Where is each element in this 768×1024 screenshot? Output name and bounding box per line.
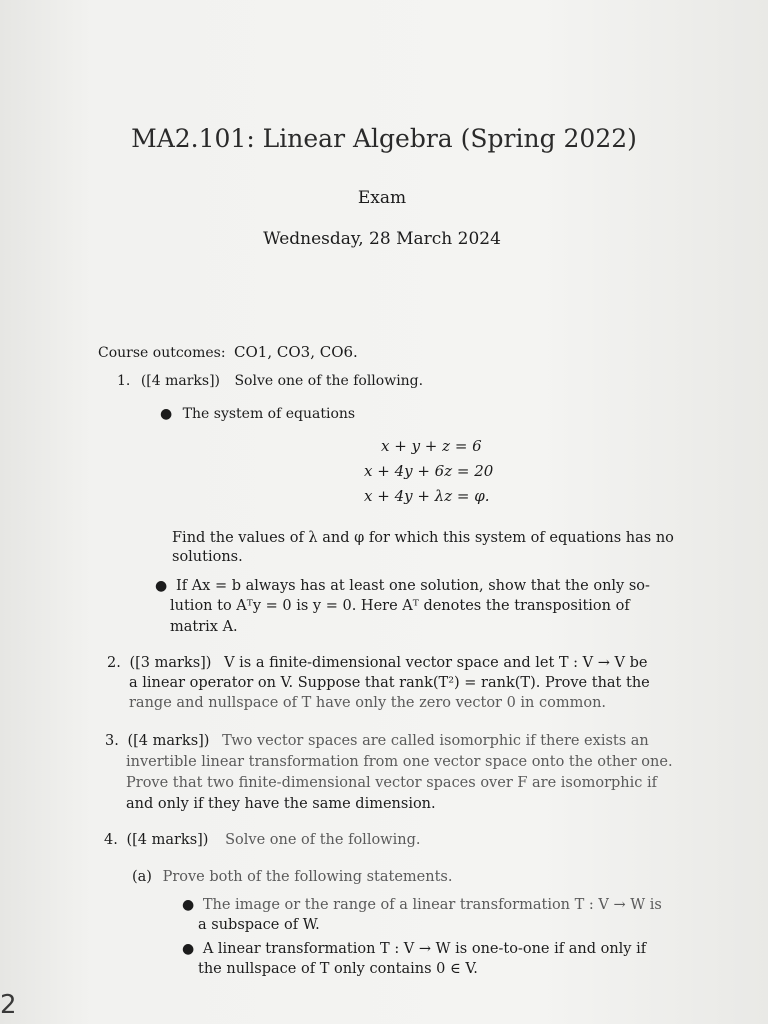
question-3	[105, 730, 649, 752]
question-4-header	[104, 829, 420, 851]
exam-date: Wednesday, 28 March 2024	[263, 229, 501, 249]
question-3-line: Two vector spaces are called isomorphic if there exists an	[222, 733, 649, 749]
question-3-line: invertible linear transformation from one vector space onto the other one.	[126, 754, 673, 770]
q4-item-line: a subspace of W.	[198, 917, 320, 933]
q1-option-2	[155, 574, 650, 597]
exam-title: MA2.101: Linear Algebra (Spring 2022)	[131, 124, 637, 153]
question-3-line: and only if they have the same dimension.	[126, 796, 436, 812]
question-instruction: Solve one of the following.	[234, 373, 424, 389]
equation-line: x + 4y + λz = φ.	[364, 487, 490, 505]
bullet-icon: ●	[182, 897, 195, 913]
q1-option-2-line: If Ax = b always has at least one solution, show that the only so-	[176, 578, 650, 594]
question-marks: ([3 marks])	[129, 655, 212, 671]
question-number: 1.	[117, 373, 131, 389]
equation-line: x + y + z = 6	[381, 437, 482, 455]
question-marks: ([4 marks])	[126, 832, 209, 848]
part-text: Prove both of the following statements.	[162, 869, 453, 885]
bullet-icon: ●	[182, 941, 195, 957]
question-number: 3.	[105, 733, 119, 749]
margin-handwritten-mark: 2	[0, 990, 17, 1020]
question-instruction: Solve one of the following.	[225, 832, 421, 848]
question-3-line: Prove that two finite-dimensional vector spaces over F are isomorphic if	[126, 775, 658, 791]
course-outcomes-label: Course outcomes:	[98, 345, 226, 361]
equation-line: x + 4y + 6z = 20	[364, 462, 494, 480]
question-2	[107, 652, 647, 674]
question-marks: ([4 marks])	[140, 373, 220, 389]
q1-option-2-line: lution to Aᵀy = 0 is y = 0. Here Aᵀ denotes the transposition of	[170, 598, 630, 614]
q4-item-1	[182, 894, 662, 916]
q1-option-1-line: Find the values of λ and φ for which this system of equations has no	[172, 530, 674, 546]
bullet-icon: ●	[155, 578, 168, 594]
q1-option-1-intro-text: The system of equations	[182, 406, 356, 422]
question-2-line: V is a finite-dimensional vector space and let T : V → V be	[224, 655, 648, 671]
course-outcomes-value: CO1, CO3, CO6.	[234, 343, 358, 361]
question-4-part-a	[132, 866, 452, 888]
question-number: 4.	[104, 832, 118, 848]
q4-item-2	[182, 938, 646, 960]
question-2-line: range and nullspace of T have only the zero vector 0 in common.	[129, 695, 607, 711]
question-marks: ([4 marks])	[127, 733, 210, 749]
q1-option-1-intro	[160, 403, 355, 425]
q4-item-line: A linear transformation T : V → W is one-to-one if and only if	[202, 941, 647, 957]
exam-label: Exam	[357, 188, 407, 208]
q4-item-line: the nullspace of T only contains 0 ∈ V.	[198, 961, 478, 977]
q1-option-1-line: solutions.	[172, 549, 243, 565]
bullet-icon: ●	[160, 406, 173, 422]
question-1-header	[117, 370, 423, 392]
q1-option-2-line: matrix A.	[170, 619, 238, 635]
question-number: 2.	[107, 655, 121, 671]
course-outcomes	[98, 341, 358, 364]
question-2-line: a linear operator on V. Suppose that rank(T²) = rank(T). Prove that the	[129, 675, 650, 691]
part-label: (a)	[132, 869, 152, 885]
q4-item-line: The image or the range of a linear transformation T : V → W is	[202, 897, 662, 913]
